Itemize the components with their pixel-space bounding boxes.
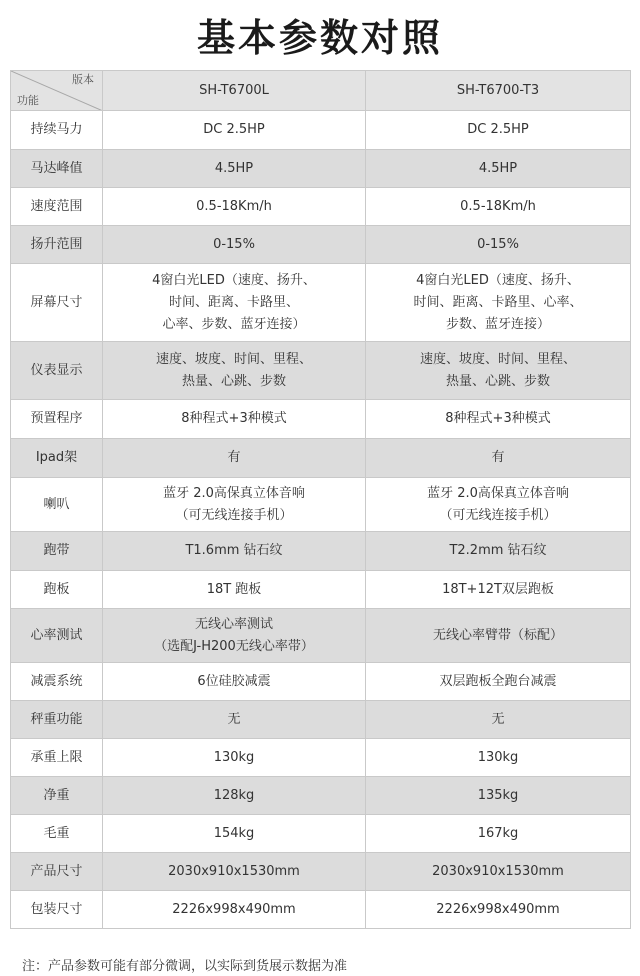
table-row (11, 609, 631, 663)
value-cell-model-b (366, 663, 631, 701)
cell-text-line: T1.6mm 钻石纹 (185, 543, 283, 558)
table-row (11, 439, 631, 478)
cell-text-line: 心率、步数、蓝牙连接） (162, 316, 306, 332)
cell-text-line: 130kg (477, 749, 519, 765)
cell-text-line: 8种程式+3种模式 (445, 411, 551, 426)
row-label: 扬升范围 (11, 226, 103, 264)
value-cell-model-b (366, 532, 631, 571)
row-label: 马达峰值 (11, 150, 103, 188)
value-cell-model-b (366, 400, 631, 439)
row-label: 跑带 (11, 532, 103, 571)
row-label: 心率测试 (11, 609, 103, 663)
cell-text-line: 无 (491, 711, 505, 727)
row-label: 仪表显示 (11, 342, 103, 400)
cell-text-line: DC 2.5HP (467, 122, 529, 137)
cell-text-line: 有 (227, 450, 241, 465)
value-cell-model-a (103, 609, 366, 663)
cell-text-line: 0-15% (477, 236, 519, 252)
value-cell-model-a (103, 701, 366, 739)
row-label: 喇叭 (11, 478, 103, 532)
value-cell-model-a (103, 571, 366, 609)
table-row (11, 264, 631, 342)
cell-text-line: 2030x910x1530mm (168, 863, 300, 879)
cell-text-line: DC 2.5HP (203, 122, 265, 137)
value-cell-model-b (366, 739, 631, 777)
cell-text-line: 4.5HP (214, 160, 254, 176)
value-cell-model-a (103, 264, 366, 342)
value-cell-model-a (103, 150, 366, 188)
cell-text-line: （可无线连接手机） (439, 507, 557, 523)
cell-text-line: 蓝牙 2.0高保真立体音响 (427, 485, 569, 501)
cell-text-line: 154kg (213, 825, 255, 841)
value-cell-model-a (103, 342, 366, 400)
value-cell-model-b (366, 439, 631, 478)
value-cell-model-a (103, 226, 366, 264)
value-cell-model-b (366, 264, 631, 342)
value-cell-model-a (103, 853, 366, 891)
header-version-label: 版本 (72, 73, 94, 86)
header-model-b: SH-T6700-T3 (366, 71, 631, 111)
value-cell-model-a (103, 532, 366, 571)
cell-text-line: 速度、坡度、时间、里程、 (155, 351, 312, 367)
value-cell-model-b (366, 853, 631, 891)
cell-text-line: 130kg (213, 749, 255, 765)
value-cell-model-b (366, 777, 631, 815)
row-label: Ipad架 (11, 439, 103, 478)
cell-text-line: （选配J-H200无线心率带） (154, 638, 314, 654)
cell-text-line: 18T 跑板 (206, 581, 262, 597)
table-row (11, 853, 631, 891)
cell-text-line: 167kg (477, 825, 519, 841)
value-cell-model-b (366, 478, 631, 532)
cell-text-line: 4窗白光LED（速度、扬升、 (152, 272, 316, 288)
table-row (11, 815, 631, 853)
value-cell-model-b (366, 226, 631, 264)
table-row (11, 701, 631, 739)
row-label: 预置程序 (11, 400, 103, 439)
header-corner-cell (11, 71, 103, 111)
table-header-row (11, 71, 631, 111)
row-label: 包装尺寸 (11, 891, 103, 929)
value-cell-model-b (366, 150, 631, 188)
table-row (11, 739, 631, 777)
cell-text-line: 8种程式+3种模式 (181, 411, 287, 426)
value-cell-model-a (103, 478, 366, 532)
cell-text-line: 蓝牙 2.0高保真立体音响 (163, 485, 305, 501)
header-model-a: SH-T6700L (103, 71, 366, 111)
cell-text-line: 时间、距离、卡路里、心率、 (413, 294, 583, 310)
cell-text-line: 2226x998x490mm (436, 901, 560, 917)
value-cell-model-b (366, 609, 631, 663)
table-row (11, 571, 631, 609)
cell-text-line: T2.2mm 钻石纹 (449, 543, 547, 558)
value-cell-model-a (103, 439, 366, 478)
row-label: 产品尺寸 (11, 853, 103, 891)
value-cell-model-a (103, 111, 366, 150)
cell-text-line: 双层跑板全跑台减震 (439, 673, 557, 689)
value-cell-model-b (366, 111, 631, 150)
cell-text-line: 无线心率测试 (194, 616, 273, 632)
table-row (11, 188, 631, 226)
table-row (11, 342, 631, 400)
row-label: 持续马力 (11, 111, 103, 150)
value-cell-model-b (366, 342, 631, 400)
table-row (11, 226, 631, 264)
table-row (11, 111, 631, 150)
cell-text-line: （可无线连接手机） (175, 507, 293, 523)
table-row (11, 150, 631, 188)
cell-text-line: 热量、心跳、步数 (445, 373, 550, 389)
cell-text-line: 2226x998x490mm (172, 901, 296, 917)
value-cell-model-a (103, 400, 366, 439)
cell-text-line: 无 (227, 711, 241, 727)
page-title: 基本参数对照 (196, 16, 443, 60)
value-cell-model-a (103, 739, 366, 777)
cell-text-line: 135kg (477, 787, 519, 803)
cell-text-line: 6位硅胶减震 (197, 673, 271, 689)
cell-text-line: 步数、蓝牙连接） (445, 316, 550, 332)
cell-text-line: 18T+12T双层跑板 (442, 581, 554, 597)
cell-text-line: 4窗白光LED（速度、扬升、 (416, 272, 580, 288)
cell-text-line: 0.5-18Km/h (460, 198, 536, 214)
value-cell-model-b (366, 571, 631, 609)
value-cell-model-b (366, 701, 631, 739)
cell-text-line: 0.5-18Km/h (196, 198, 272, 214)
table-row (11, 777, 631, 815)
row-label: 毛重 (11, 815, 103, 853)
cell-text-line: 2030x910x1530mm (432, 863, 564, 879)
value-cell-model-a (103, 777, 366, 815)
value-cell-model-a (103, 188, 366, 226)
cell-text-line: 速度、坡度、时间、里程、 (419, 351, 576, 367)
table-row (11, 400, 631, 439)
row-label: 屏幕尺寸 (11, 264, 103, 342)
footnote: 注：产品参数可能有部分微调，以实际到货展示数据为准 (22, 959, 348, 974)
row-label: 跑板 (11, 571, 103, 609)
table-row (11, 532, 631, 571)
header-function-label: 功能 (17, 94, 39, 107)
cell-text-line: 时间、距离、卡路里、 (168, 294, 299, 310)
value-cell-model-b (366, 815, 631, 853)
value-cell-model-b (366, 891, 631, 929)
cell-text-line: 热量、心跳、步数 (181, 373, 286, 389)
table-row (11, 663, 631, 701)
row-label: 净重 (11, 777, 103, 815)
table-row (11, 891, 631, 929)
row-label: 减震系统 (11, 663, 103, 701)
row-label: 秤重功能 (11, 701, 103, 739)
row-label: 承重上限 (11, 739, 103, 777)
cell-text-line: 4.5HP (478, 160, 518, 176)
cell-text-line: 有 (491, 450, 505, 465)
table-row (11, 478, 631, 532)
value-cell-model-a (103, 815, 366, 853)
cell-text-line: 0-15% (213, 236, 255, 252)
row-label: 速度范围 (11, 188, 103, 226)
spec-table (10, 70, 631, 929)
cell-text-line: 128kg (213, 787, 255, 803)
value-cell-model-a (103, 663, 366, 701)
value-cell-model-a (103, 891, 366, 929)
value-cell-model-b (366, 188, 631, 226)
cell-text-line: 无线心率臂带（标配） (432, 627, 563, 643)
